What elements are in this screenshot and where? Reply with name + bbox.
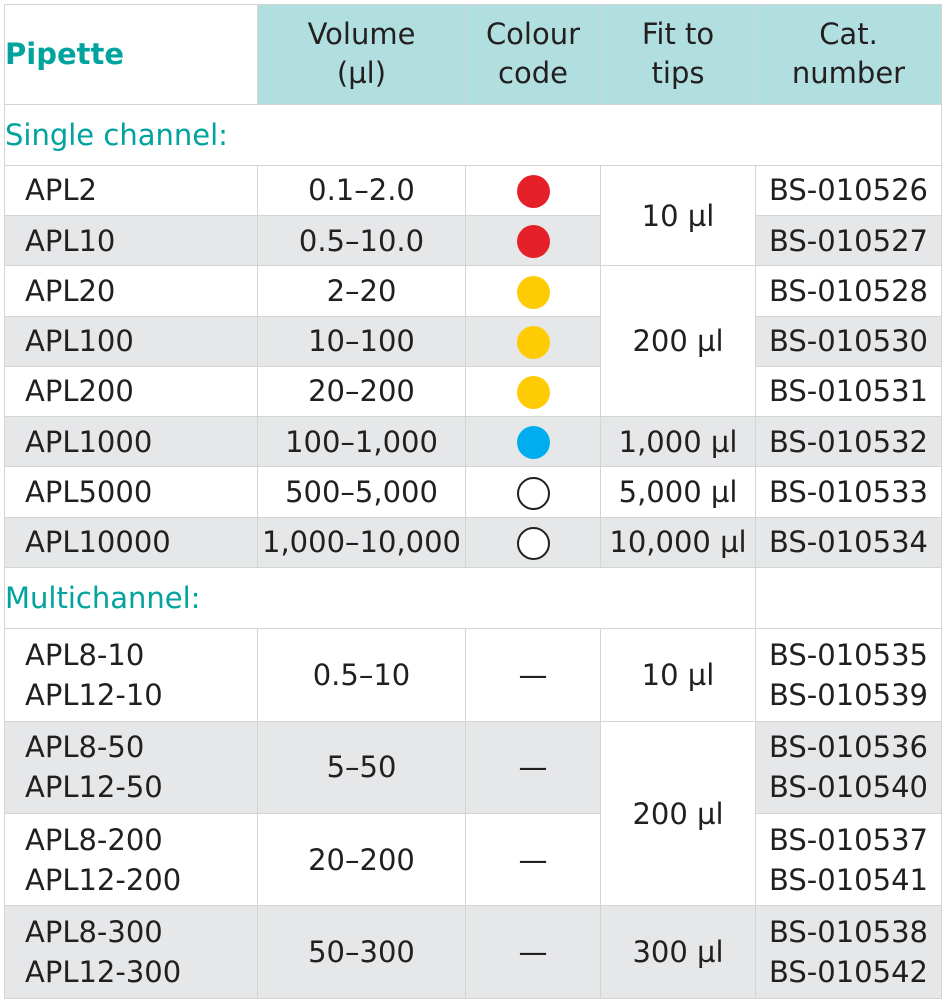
catalog-number: BS-010542 xyxy=(769,955,928,990)
colour-code-dash: — xyxy=(466,906,601,999)
catalog-number: BS-010532 xyxy=(756,417,942,467)
catalog-numbers xyxy=(756,906,942,999)
fit-to-tips: 300 µl xyxy=(601,906,756,999)
header-row xyxy=(5,5,942,105)
section-label-single: Single channel: xyxy=(5,104,942,165)
section-multichannel xyxy=(5,567,942,628)
header-volume-line2: (µl) xyxy=(336,56,387,91)
header-cat-line1: Cat. xyxy=(819,17,878,52)
pipette-model: APL10 xyxy=(5,216,258,266)
pipette-model: APL200 xyxy=(5,366,258,416)
volume-range: 2–20 xyxy=(258,266,466,316)
pipette-models xyxy=(5,629,258,721)
table-row xyxy=(5,517,942,567)
fit-to-tips: 10 µl xyxy=(601,165,756,266)
pipette-models xyxy=(5,814,258,906)
colour-code-cell xyxy=(466,266,601,316)
volume-range: 50–300 xyxy=(258,906,466,999)
catalog-number: BS-010533 xyxy=(756,467,942,517)
catalog-number: BS-010530 xyxy=(756,316,942,366)
catalog-number: BS-010527 xyxy=(756,216,942,266)
volume-range: 0.5–10 xyxy=(258,629,466,721)
colour-code-dash: — xyxy=(466,721,601,813)
table-row xyxy=(5,467,942,517)
pipette-models xyxy=(5,721,258,813)
header-colour-line1: Colour xyxy=(485,17,581,52)
table-row xyxy=(5,366,942,416)
catalog-number: BS-010538 xyxy=(769,915,928,950)
catalog-numbers xyxy=(756,721,942,813)
pipette-table xyxy=(4,4,942,999)
colour-dot-icon xyxy=(517,376,550,409)
fit-to-tips: 10,000 µl xyxy=(601,517,756,567)
colour-code-cell xyxy=(466,165,601,215)
fit-to-tips: 1,000 µl xyxy=(601,417,756,467)
header-fit-to-tips xyxy=(601,5,756,105)
pipette-model: APL5000 xyxy=(5,467,258,517)
pipette-model-12ch: APL12-50 xyxy=(25,770,163,805)
section-single-channel xyxy=(5,104,942,165)
colour-dot-icon xyxy=(517,175,550,208)
colour-dot-icon xyxy=(517,527,550,560)
header-fit-line1: Fit to xyxy=(641,17,715,52)
catalog-number: BS-010536 xyxy=(769,730,928,765)
catalog-number: BS-010537 xyxy=(769,822,928,857)
header-cat-line2: number xyxy=(791,56,906,91)
header-colour-code xyxy=(466,5,601,105)
header-volume xyxy=(258,5,466,105)
pipette-model: APL10000 xyxy=(5,517,258,567)
colour-code-cell xyxy=(466,366,601,416)
colour-dot-icon xyxy=(517,477,550,510)
fit-to-tips: 200 µl xyxy=(601,266,756,417)
table-row xyxy=(5,814,942,906)
colour-code-cell xyxy=(466,316,601,366)
colour-dot-icon xyxy=(517,426,550,459)
header-volume-line1: Volume xyxy=(307,17,416,52)
catalog-number: BS-010540 xyxy=(769,770,928,805)
catalog-number: BS-010531 xyxy=(756,366,942,416)
volume-range: 20–200 xyxy=(258,814,466,906)
pipette-model: APL2 xyxy=(5,165,258,215)
catalog-number: BS-010526 xyxy=(756,165,942,215)
colour-code-cell xyxy=(466,417,601,467)
volume-range: 5–50 xyxy=(258,721,466,813)
table-row xyxy=(5,629,942,721)
catalog-number: BS-010534 xyxy=(756,517,942,567)
table-row xyxy=(5,165,942,215)
pipette-model: APL100 xyxy=(5,316,258,366)
catalog-number: BS-010528 xyxy=(756,266,942,316)
table-row xyxy=(5,216,942,266)
pipette-model-12ch: APL12-10 xyxy=(25,677,163,712)
catalog-number: BS-010535 xyxy=(769,637,928,672)
colour-dot-icon xyxy=(517,326,550,359)
header-pipette: Pipette xyxy=(5,5,258,105)
header-fit-line2: tips xyxy=(651,56,705,91)
catalog-numbers xyxy=(756,814,942,906)
fit-to-tips: 5,000 µl xyxy=(601,467,756,517)
volume-range: 1,000–10,000 xyxy=(258,517,466,567)
table-row xyxy=(5,721,942,813)
colour-code-dash: — xyxy=(466,629,601,721)
header-colour-line2: code xyxy=(498,56,568,91)
volume-range: 500–5,000 xyxy=(258,467,466,517)
colour-dot-icon xyxy=(517,225,550,258)
fit-to-tips: 200 µl xyxy=(601,721,756,906)
catalog-number: BS-010539 xyxy=(769,677,928,712)
pipette-model-8ch: APL8-50 xyxy=(25,730,145,765)
table-row xyxy=(5,316,942,366)
catalog-numbers xyxy=(756,629,942,721)
colour-code-cell xyxy=(466,517,601,567)
colour-code-cell xyxy=(466,216,601,266)
table-row xyxy=(5,417,942,467)
section-label-multi: Multichannel: xyxy=(5,567,756,628)
pipette-model-12ch: APL12-300 xyxy=(25,955,182,990)
pipette-model: APL20 xyxy=(5,266,258,316)
fit-to-tips: 10 µl xyxy=(601,629,756,721)
pipette-model-12ch: APL12-200 xyxy=(25,862,182,897)
volume-range: 100–1,000 xyxy=(258,417,466,467)
catalog-number: BS-010541 xyxy=(769,862,928,897)
pipette-model: APL1000 xyxy=(5,417,258,467)
pipette-models xyxy=(5,906,258,999)
colour-dot-icon xyxy=(517,276,550,309)
volume-range: 10–100 xyxy=(258,316,466,366)
pipette-model-8ch: APL8-10 xyxy=(25,637,145,672)
table-row xyxy=(5,906,942,999)
colour-code-cell xyxy=(466,467,601,517)
volume-range: 0.1–2.0 xyxy=(258,165,466,215)
table-row xyxy=(5,266,942,316)
pipette-model-8ch: APL8-200 xyxy=(25,822,163,857)
header-cat-number xyxy=(756,5,942,105)
volume-range: 0.5–10.0 xyxy=(258,216,466,266)
section-empty-cell xyxy=(756,567,942,628)
volume-range: 20–200 xyxy=(258,366,466,416)
pipette-model-8ch: APL8-300 xyxy=(25,915,163,950)
colour-code-dash: — xyxy=(466,814,601,906)
